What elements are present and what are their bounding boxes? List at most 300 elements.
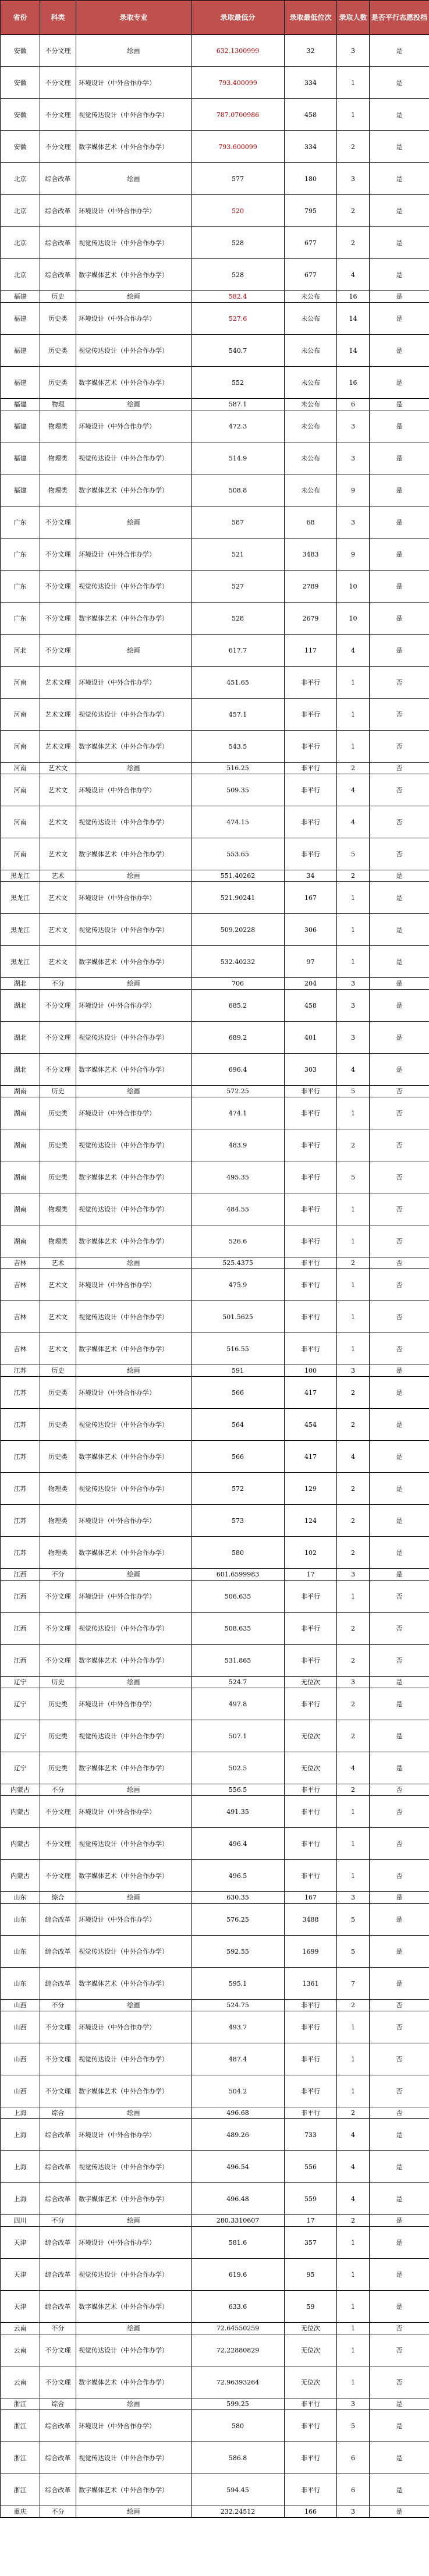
cell-min-score: 689.2 <box>192 1022 285 1054</box>
cell-parallel: 否 <box>370 2323 429 2334</box>
cell-major: 绘画 <box>76 2323 192 2334</box>
cell-count: 2 <box>337 763 370 774</box>
table-row <box>1 35 429 67</box>
cell-min-rank: 非平行 <box>285 2043 337 2075</box>
cell-major: 视觉传达设计（中外合作办学） <box>76 2151 192 2183</box>
cell-count: 2 <box>337 227 370 259</box>
cell-min-score: 525.4375 <box>192 1257 285 1269</box>
cell-count: 2 <box>337 1688 370 1720</box>
cell-major: 环境设计（中外合作办学） <box>76 1581 192 1613</box>
cell-min-score: 580 <box>192 1537 285 1569</box>
cell-min-rank: 未公布 <box>285 367 337 399</box>
cell-major: 数字媒体艺术（中外合作办学） <box>76 2474 192 2506</box>
cell-major: 绘画 <box>76 763 192 774</box>
cell-min-score: 451.65 <box>192 667 285 699</box>
cell-min-rank: 117 <box>285 635 337 667</box>
cell-major: 环境设计（中外合作办学） <box>76 1377 192 1409</box>
cell-min-rank: 无位次 <box>285 2334 337 2366</box>
table-row <box>1 731 429 763</box>
table-row <box>1 667 429 699</box>
cell-major: 数字媒体艺术（中外合作办学） <box>76 731 192 763</box>
cell-min-score: 540.7 <box>192 335 285 367</box>
cell-min-rank: 非平行 <box>285 699 337 731</box>
table-row <box>1 2107 429 2119</box>
cell-count: 3 <box>337 506 370 538</box>
cell-count: 4 <box>337 1441 370 1473</box>
table-row <box>1 1054 429 1086</box>
cell-province: 黑龙江 <box>1 870 40 882</box>
cell-min-score: 483.9 <box>192 1129 285 1161</box>
cell-province: 黑龙江 <box>1 914 40 946</box>
table-row <box>1 2366 429 2398</box>
cell-min-rank: 未公布 <box>285 303 337 335</box>
cell-subject: 综合改革 <box>40 227 76 259</box>
cell-subject: 物理 <box>40 399 76 410</box>
cell-parallel: 是 <box>370 1688 429 1720</box>
cell-province: 广东 <box>1 603 40 635</box>
cell-major: 环境设计（中外合作办学） <box>76 410 192 442</box>
cell-min-rank: 1699 <box>285 1936 337 1968</box>
cell-min-score: 553.65 <box>192 838 285 870</box>
cell-major: 绘画 <box>76 291 192 303</box>
cell-min-score: 232.24512 <box>192 2506 285 2518</box>
table-row <box>1 1377 429 1409</box>
header-count: 录取人数 <box>337 1 370 35</box>
cell-major: 环境设计（中外合作办学） <box>76 2410 192 2442</box>
cell-min-rank: 733 <box>285 2119 337 2151</box>
cell-count: 9 <box>337 538 370 571</box>
cell-parallel: 是 <box>370 1022 429 1054</box>
cell-province: 江苏 <box>1 1505 40 1537</box>
cell-min-rank: 非平行 <box>285 1269 337 1301</box>
cell-min-rank: 非平行 <box>285 2000 337 2011</box>
cell-province: 河南 <box>1 731 40 763</box>
cell-major: 绘画 <box>76 35 192 67</box>
cell-min-rank: 非平行 <box>285 806 337 838</box>
cell-major: 视觉传达设计（中外合作办学） <box>76 571 192 603</box>
table-row <box>1 1269 429 1301</box>
cell-parallel: 是 <box>370 2410 429 2442</box>
cell-min-score: 484.55 <box>192 1193 285 1225</box>
cell-min-score: 521.90241 <box>192 882 285 914</box>
cell-subject: 不分文理 <box>40 35 76 67</box>
cell-parallel: 否 <box>370 838 429 870</box>
cell-min-rank: 559 <box>285 2183 337 2215</box>
cell-major: 数字媒体艺术（中外合作办学） <box>76 2075 192 2107</box>
table-row <box>1 2323 429 2334</box>
cell-min-rank: 556 <box>285 2151 337 2183</box>
cell-parallel: 是 <box>370 259 429 291</box>
cell-parallel: 是 <box>370 2474 429 2506</box>
cell-subject: 物理类 <box>40 474 76 506</box>
cell-parallel: 是 <box>370 870 429 882</box>
table-row <box>1 1581 429 1613</box>
cell-min-score: 532.40232 <box>192 946 285 978</box>
cell-count: 1 <box>337 2323 370 2334</box>
cell-count: 3 <box>337 1677 370 1688</box>
cell-count: 9 <box>337 474 370 506</box>
cell-min-score: 491.35 <box>192 1796 285 1828</box>
cell-subject: 历史类 <box>40 1377 76 1409</box>
cell-count: 3 <box>337 410 370 442</box>
cell-parallel: 是 <box>370 1537 429 1569</box>
cell-min-rank: 非平行 <box>285 1581 337 1613</box>
cell-province: 湖南 <box>1 1161 40 1193</box>
cell-province: 山西 <box>1 2043 40 2075</box>
cell-min-score: 474.1 <box>192 1097 285 1129</box>
cell-parallel: 是 <box>370 1409 429 1441</box>
cell-province: 江苏 <box>1 1409 40 1441</box>
cell-min-score: 528 <box>192 259 285 291</box>
cell-province: 福建 <box>1 399 40 410</box>
cell-major: 绘画 <box>76 1784 192 1796</box>
cell-major: 环境设计（中外合作办学） <box>76 990 192 1022</box>
cell-parallel: 是 <box>370 990 429 1022</box>
cell-min-score: 508.8 <box>192 474 285 506</box>
cell-min-rank: 非平行 <box>285 1225 337 1257</box>
table-row <box>1 806 429 838</box>
cell-province: 山东 <box>1 1936 40 1968</box>
cell-province: 浙江 <box>1 2398 40 2410</box>
cell-count: 4 <box>337 635 370 667</box>
cell-province: 福建 <box>1 474 40 506</box>
cell-major: 数字媒体艺术（中外合作办学） <box>76 838 192 870</box>
cell-count: 5 <box>337 1161 370 1193</box>
cell-count: 3 <box>337 163 370 195</box>
cell-subject: 不分 <box>40 1569 76 1581</box>
cell-min-rank: 417 <box>285 1441 337 1473</box>
cell-min-score: 516.55 <box>192 1333 285 1365</box>
cell-major: 绘画 <box>76 1257 192 1269</box>
cell-parallel: 否 <box>370 1828 429 1860</box>
cell-parallel: 是 <box>370 2506 429 2518</box>
cell-province: 浙江 <box>1 2442 40 2474</box>
cell-min-rank: 非平行 <box>285 2410 337 2442</box>
cell-province: 安徽 <box>1 99 40 131</box>
cell-count: 5 <box>337 1904 370 1936</box>
cell-count: 10 <box>337 571 370 603</box>
cell-parallel: 否 <box>370 1161 429 1193</box>
cell-subject: 不分文理 <box>40 635 76 667</box>
cell-min-rank: 34 <box>285 870 337 882</box>
cell-min-rank: 非平行 <box>285 1333 337 1365</box>
cell-major: 绘画 <box>76 870 192 882</box>
cell-subject: 不分文理 <box>40 67 76 99</box>
cell-min-rank: 458 <box>285 990 337 1022</box>
cell-province: 云南 <box>1 2323 40 2334</box>
cell-major: 视觉传达设计（中外合作办学） <box>76 1936 192 1968</box>
cell-major: 视觉传达设计（中外合作办学） <box>76 99 192 131</box>
cell-min-score: 531.865 <box>192 1645 285 1677</box>
cell-province: 湖北 <box>1 990 40 1022</box>
cell-parallel: 是 <box>370 227 429 259</box>
cell-min-rank: 454 <box>285 1409 337 1441</box>
cell-major: 视觉传达设计（中外合作办学） <box>76 1301 192 1333</box>
cell-count: 1 <box>337 731 370 763</box>
cell-min-score: 514.9 <box>192 442 285 474</box>
cell-min-score: 573 <box>192 1505 285 1537</box>
cell-parallel: 否 <box>370 1860 429 1892</box>
cell-major: 视觉传达设计（中外合作办学） <box>76 806 192 838</box>
cell-min-score: 474.15 <box>192 806 285 838</box>
cell-min-rank: 303 <box>285 1054 337 1086</box>
cell-major: 视觉传达设计（中外合作办学） <box>76 1720 192 1752</box>
cell-province: 福建 <box>1 442 40 474</box>
table-row <box>1 2506 429 2518</box>
cell-major: 数字媒体艺术（中外合作办学） <box>76 1333 192 1365</box>
cell-parallel: 否 <box>370 2043 429 2075</box>
cell-parallel: 是 <box>370 195 429 227</box>
cell-parallel: 是 <box>370 2259 429 2291</box>
cell-min-rank: 17 <box>285 2215 337 2227</box>
table-row <box>1 603 429 635</box>
cell-min-score: 572 <box>192 1473 285 1505</box>
cell-major: 环境设计（中外合作办学） <box>76 2119 192 2151</box>
cell-parallel: 是 <box>370 163 429 195</box>
cell-parallel: 否 <box>370 1129 429 1161</box>
cell-min-score: 527 <box>192 571 285 603</box>
cell-min-score: 551.40262 <box>192 870 285 882</box>
cell-subject: 艺术文理 <box>40 731 76 763</box>
cell-major: 视觉传达设计（中外合作办学） <box>76 1613 192 1645</box>
cell-min-score: 591 <box>192 1365 285 1377</box>
cell-min-score: 581.6 <box>192 2227 285 2259</box>
cell-min-rank: 59 <box>285 2291 337 2323</box>
cell-count: 3 <box>337 2398 370 2410</box>
cell-count: 16 <box>337 291 370 303</box>
cell-province: 山东 <box>1 1968 40 2000</box>
cell-min-rank: 458 <box>285 99 337 131</box>
table-row <box>1 635 429 667</box>
cell-subject: 不分文理 <box>40 603 76 635</box>
cell-count: 16 <box>337 367 370 399</box>
cell-min-rank: 795 <box>285 195 337 227</box>
cell-parallel: 是 <box>370 538 429 571</box>
table-row <box>1 195 429 227</box>
cell-min-rank: 非平行 <box>285 2474 337 2506</box>
cell-count: 4 <box>337 774 370 806</box>
cell-province: 黑龙江 <box>1 946 40 978</box>
cell-province: 湖南 <box>1 1097 40 1129</box>
cell-parallel: 否 <box>370 1613 429 1645</box>
table-row <box>1 1688 429 1720</box>
table-row <box>1 2151 429 2183</box>
cell-min-rank: 129 <box>285 1473 337 1505</box>
cell-min-score: 696.4 <box>192 1054 285 1086</box>
cell-subject: 不分 <box>40 978 76 990</box>
cell-min-rank: 124 <box>285 1505 337 1537</box>
cell-major: 环境设计（中外合作办学） <box>76 882 192 914</box>
cell-subject: 不分文理 <box>40 1022 76 1054</box>
cell-min-rank: 95 <box>285 2259 337 2291</box>
cell-province: 上海 <box>1 2151 40 2183</box>
cell-parallel: 否 <box>370 1097 429 1129</box>
cell-min-rank: 677 <box>285 227 337 259</box>
cell-subject: 艺术文 <box>40 882 76 914</box>
cell-min-rank: 97 <box>285 946 337 978</box>
cell-subject: 历史类 <box>40 1688 76 1720</box>
cell-major: 数字媒体艺术（中外合作办学） <box>76 131 192 163</box>
table-row <box>1 2259 429 2291</box>
cell-subject: 综合改革 <box>40 1968 76 2000</box>
cell-subject: 不分文理 <box>40 990 76 1022</box>
cell-parallel: 否 <box>370 1269 429 1301</box>
cell-min-rank: 非平行 <box>285 1161 337 1193</box>
cell-subject: 不分文理 <box>40 2334 76 2366</box>
cell-province: 江苏 <box>1 1441 40 1473</box>
cell-parallel: 否 <box>370 2107 429 2119</box>
cell-parallel: 否 <box>370 1193 429 1225</box>
cell-parallel: 是 <box>370 410 429 442</box>
table-row <box>1 2474 429 2506</box>
cell-min-rank: 非平行 <box>285 731 337 763</box>
cell-parallel: 是 <box>370 442 429 474</box>
cell-min-score: 793.600099 <box>192 131 285 163</box>
cell-subject: 不分文理 <box>40 131 76 163</box>
cell-count: 1 <box>337 2075 370 2107</box>
cell-subject: 不分文理 <box>40 506 76 538</box>
cell-min-rank: 非平行 <box>285 2011 337 2043</box>
table-row <box>1 367 429 399</box>
cell-subject: 历史 <box>40 1365 76 1377</box>
cell-major: 视觉传达设计（中外合作办学） <box>76 2259 192 2291</box>
cell-province: 湖北 <box>1 978 40 990</box>
cell-major: 环境设计（中外合作办学） <box>76 667 192 699</box>
cell-subject: 综合改革 <box>40 1936 76 1968</box>
cell-province: 福建 <box>1 291 40 303</box>
cell-province: 江苏 <box>1 1473 40 1505</box>
table-row <box>1 1097 429 1129</box>
cell-min-rank: 无位次 <box>285 1720 337 1752</box>
cell-min-rank: 401 <box>285 1022 337 1054</box>
cell-parallel: 是 <box>370 1441 429 1473</box>
cell-subject: 不分文理 <box>40 1645 76 1677</box>
cell-count: 2 <box>337 1473 370 1505</box>
cell-subject: 综合改革 <box>40 259 76 291</box>
cell-min-rank: 非平行 <box>285 1193 337 1225</box>
cell-parallel: 是 <box>370 35 429 67</box>
cell-min-rank: 无位次 <box>285 1752 337 1784</box>
cell-major: 绘画 <box>76 2215 192 2227</box>
cell-major: 数字媒体艺术（中外合作办学） <box>76 1752 192 1784</box>
cell-subject: 艺术 <box>40 870 76 882</box>
cell-min-score: 496.68 <box>192 2107 285 2119</box>
cell-count: 3 <box>337 35 370 67</box>
cell-count: 2 <box>337 2000 370 2011</box>
cell-province: 北京 <box>1 163 40 195</box>
cell-count: 5 <box>337 1936 370 1968</box>
cell-province: 湖南 <box>1 1225 40 1257</box>
cell-province: 内蒙古 <box>1 1784 40 1796</box>
cell-min-score: 520 <box>192 195 285 227</box>
cell-subject: 艺术 <box>40 1257 76 1269</box>
cell-major: 视觉传达设计（中外合作办学） <box>76 335 192 367</box>
cell-province: 山西 <box>1 2000 40 2011</box>
cell-parallel: 是 <box>370 1505 429 1537</box>
table-body <box>1 35 429 2518</box>
cell-min-score: 586.8 <box>192 2442 285 2474</box>
cell-subject: 历史类 <box>40 1129 76 1161</box>
cell-major: 绘画 <box>76 2107 192 2119</box>
cell-major: 视觉传达设计（中外合作办学） <box>76 1022 192 1054</box>
table-row <box>1 2043 429 2075</box>
cell-min-score: 504.2 <box>192 2075 285 2107</box>
cell-province: 云南 <box>1 2366 40 2398</box>
cell-subject: 历史类 <box>40 1441 76 1473</box>
cell-major: 环境设计（中外合作办学） <box>76 2227 192 2259</box>
cell-count: 1 <box>337 1193 370 1225</box>
cell-count: 3 <box>337 1365 370 1377</box>
cell-min-score: 507.1 <box>192 1720 285 1752</box>
cell-parallel: 是 <box>370 603 429 635</box>
cell-parallel: 是 <box>370 291 429 303</box>
cell-province: 福建 <box>1 410 40 442</box>
cell-parallel: 是 <box>370 1752 429 1784</box>
cell-min-rank: 非平行 <box>285 838 337 870</box>
cell-min-rank: 非平行 <box>285 1860 337 1892</box>
cell-min-score: 582.4 <box>192 291 285 303</box>
cell-major: 环境设计（中外合作办学） <box>76 774 192 806</box>
cell-province: 浙江 <box>1 2410 40 2442</box>
cell-count: 1 <box>337 2259 370 2291</box>
cell-min-rank: 2679 <box>285 603 337 635</box>
cell-min-score: 619.6 <box>192 2259 285 2291</box>
cell-province: 山西 <box>1 2011 40 2043</box>
cell-major: 数字媒体艺术（中外合作办学） <box>76 1968 192 2000</box>
table-row <box>1 1537 429 1569</box>
cell-major: 绘画 <box>76 1892 192 1904</box>
table-row <box>1 763 429 774</box>
header-major: 录取专业 <box>76 1 192 35</box>
cell-major: 视觉传达设计（中外合作办学） <box>76 1129 192 1161</box>
cell-subject: 艺术文 <box>40 806 76 838</box>
cell-province: 重庆 <box>1 2506 40 2518</box>
cell-major: 视觉传达设计（中外合作办学） <box>76 1473 192 1505</box>
cell-subject: 不分文理 <box>40 538 76 571</box>
cell-subject: 综合 <box>40 2107 76 2119</box>
cell-subject: 物理类 <box>40 1193 76 1225</box>
cell-count: 3 <box>337 1569 370 1581</box>
cell-count: 4 <box>337 2119 370 2151</box>
cell-major: 数字媒体艺术（中外合作办学） <box>76 1537 192 1569</box>
cell-min-rank: 非平行 <box>285 1796 337 1828</box>
cell-province: 天津 <box>1 2227 40 2259</box>
cell-min-rank: 68 <box>285 506 337 538</box>
cell-min-rank: 334 <box>285 67 337 99</box>
cell-min-rank: 非平行 <box>285 1828 337 1860</box>
cell-subject: 不分文理 <box>40 2011 76 2043</box>
cell-min-score: 457.1 <box>192 699 285 731</box>
cell-province: 内蒙古 <box>1 1796 40 1828</box>
cell-major: 视觉传达设计（中外合作办学） <box>76 227 192 259</box>
cell-count: 5 <box>337 1086 370 1097</box>
cell-parallel: 是 <box>370 635 429 667</box>
table-row <box>1 1892 429 1904</box>
cell-major: 绘画 <box>76 635 192 667</box>
cell-subject: 艺术文 <box>40 1269 76 1301</box>
cell-province: 四川 <box>1 2215 40 2227</box>
cell-major: 视觉传达设计（中外合作办学） <box>76 442 192 474</box>
cell-subject: 不分文理 <box>40 1613 76 1645</box>
cell-min-score: 577 <box>192 163 285 195</box>
cell-min-rank: 677 <box>285 259 337 291</box>
cell-min-rank: 非平行 <box>285 1645 337 1677</box>
cell-subject: 不分文理 <box>40 99 76 131</box>
cell-province: 安徽 <box>1 67 40 99</box>
cell-parallel: 否 <box>370 2011 429 2043</box>
cell-province: 山西 <box>1 2075 40 2107</box>
cell-min-score: 594.45 <box>192 2474 285 2506</box>
